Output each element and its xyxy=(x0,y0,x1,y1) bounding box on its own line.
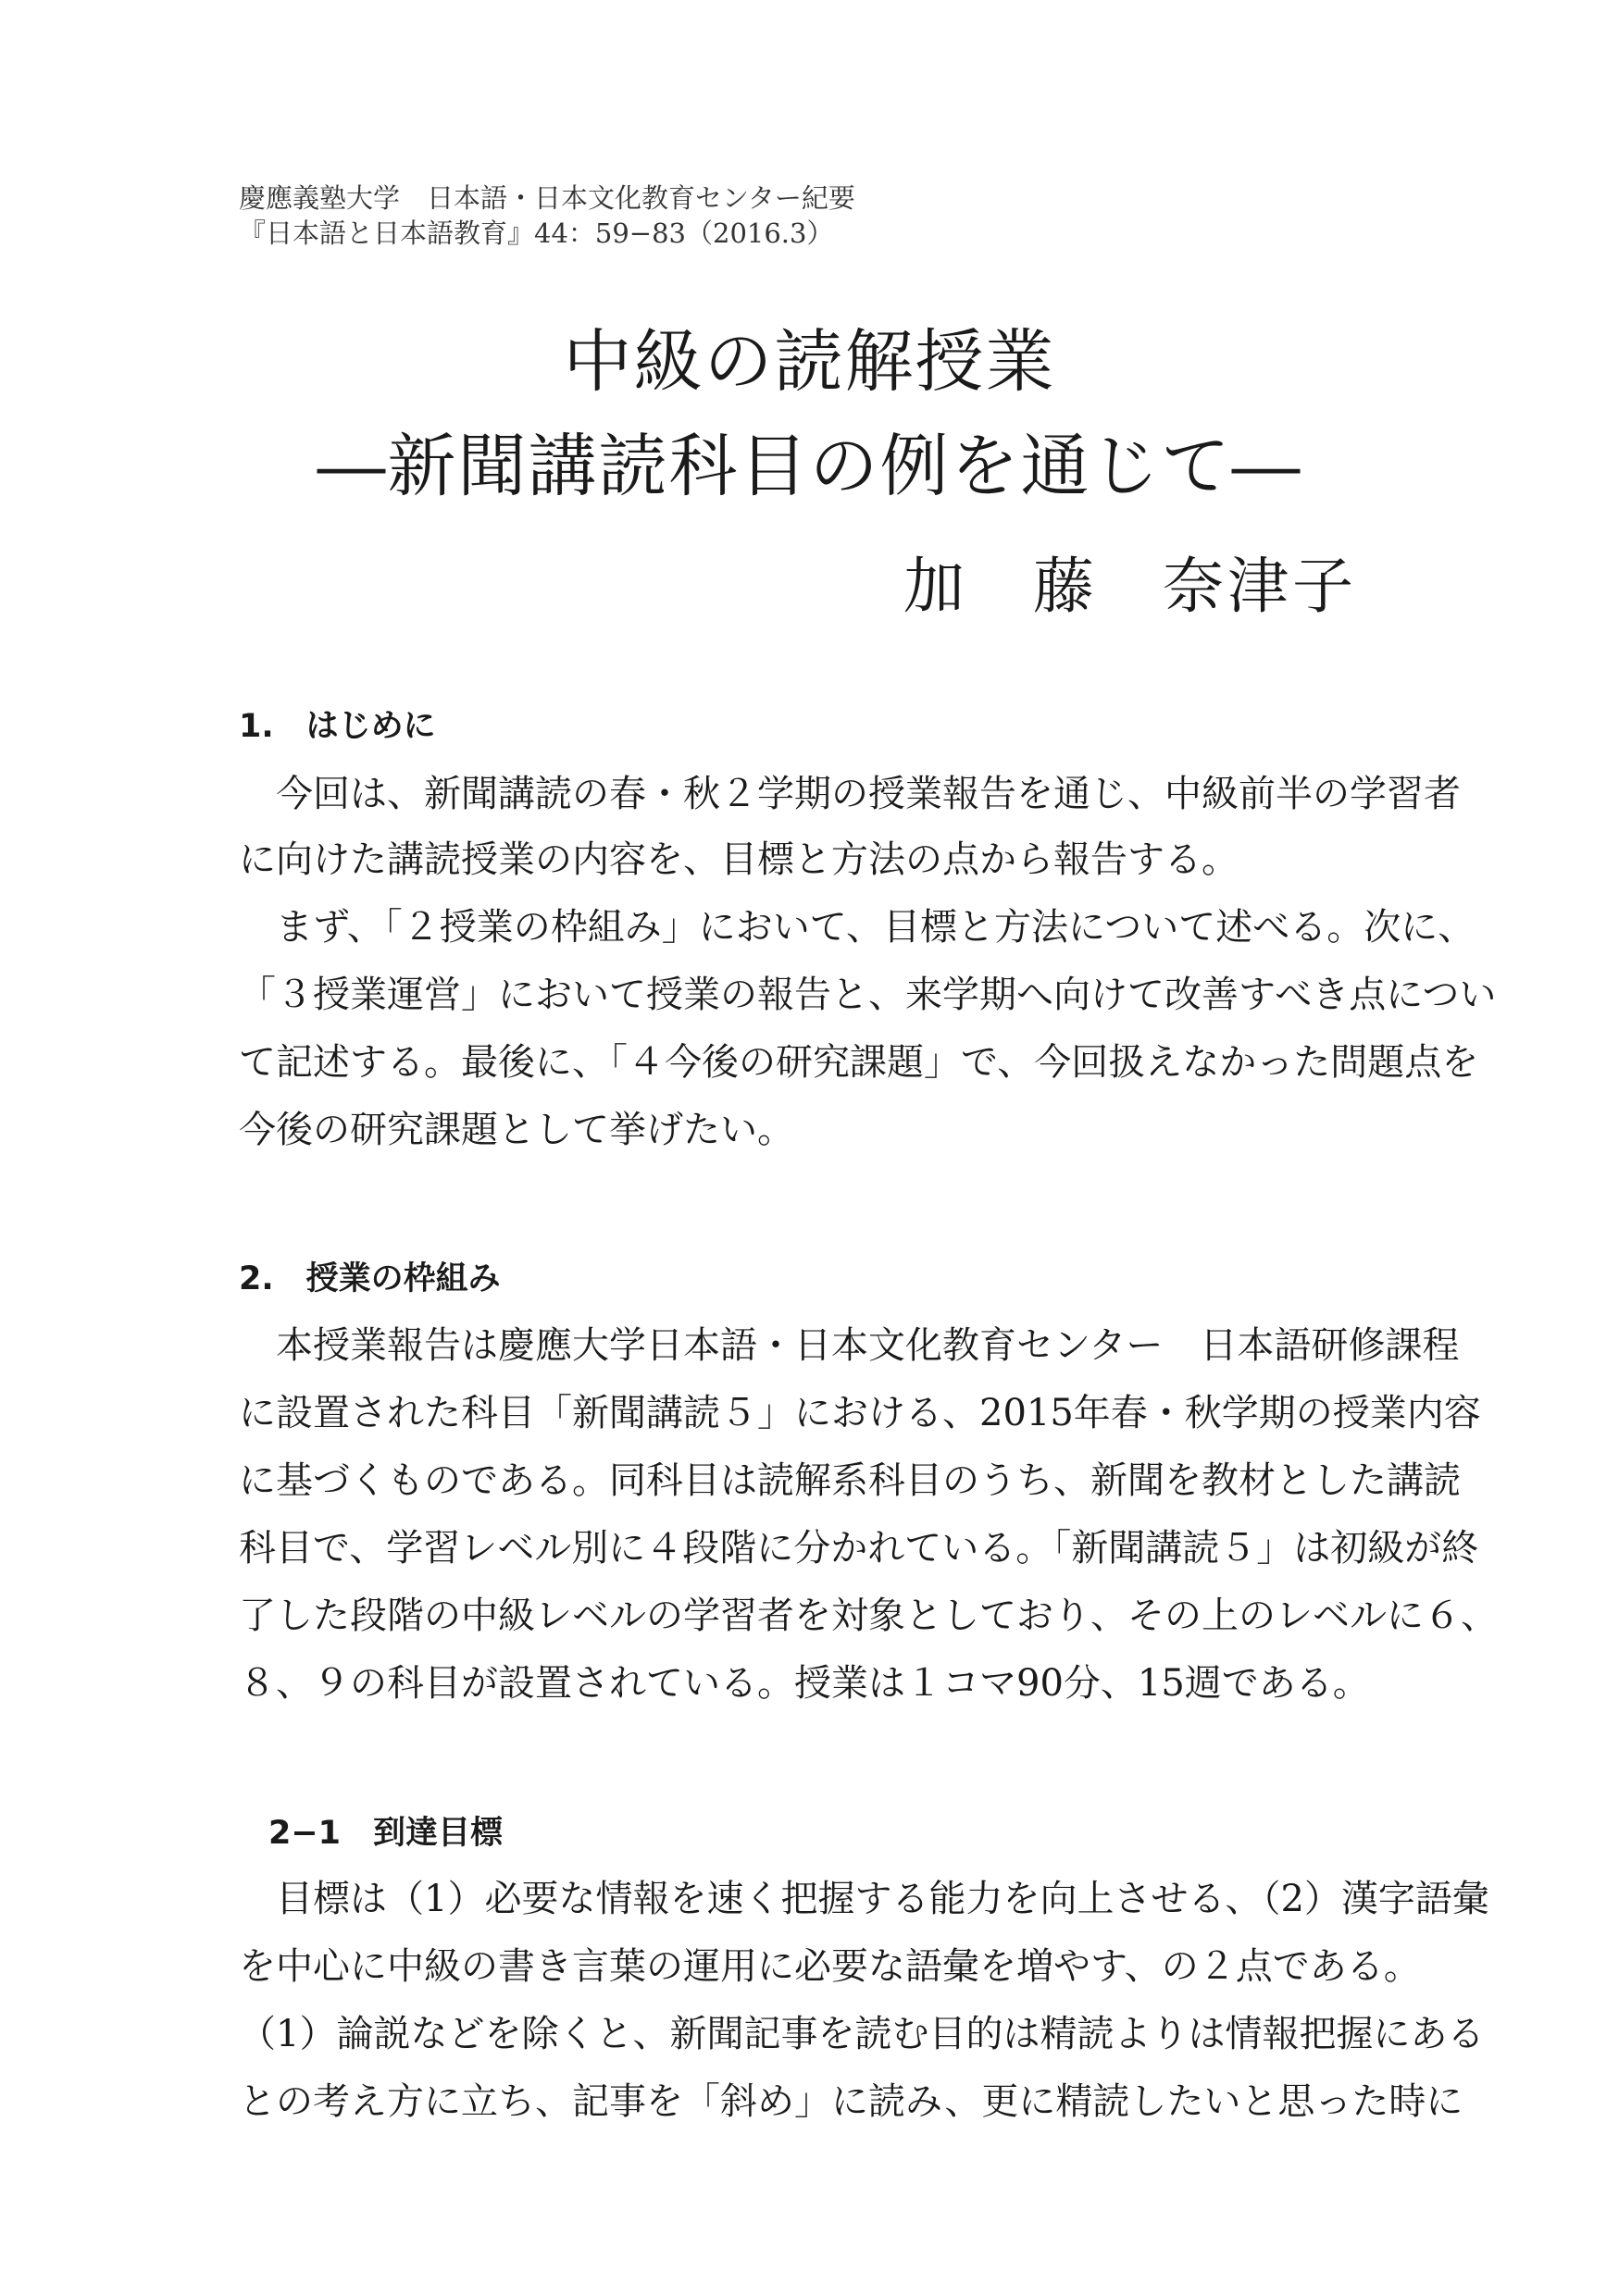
body-line: に設置された科目「新聞講読５」における、2015年春・秋学期の授業内容 xyxy=(239,1392,1481,1434)
body-line: に向けた講読授業の内容を、目標と方法の点から報告する。 xyxy=(239,838,1239,881)
subsection-heading-goals: 2−1 到達目標 xyxy=(268,1815,504,1852)
journal-header-line-1: 慶應義塾大学 日本語・日本文化教育センター紀要 xyxy=(239,182,855,214)
body-line: に基づくものである。同科目は読解系科目のうち、新聞を教材とした講読 xyxy=(239,1459,1461,1502)
body-line: 本授業報告は慶應大学日本語・日本文化教育センター 日本語研修課程 xyxy=(239,1324,1460,1367)
author-name: 加 藤 奈津子 xyxy=(903,551,1357,622)
body-line: て記述する。最後に、「４今後の研究課題」で、今回扱えなかった問題点を xyxy=(239,1041,1479,1084)
body-line: ８、９の科目が設置されている。授業は１コマ90分、15週である。 xyxy=(239,1662,1370,1705)
section-heading-introduction: 1. はじめに xyxy=(239,708,436,745)
body-line: まず、「２授業の枠組み」において、目標と方法について述べる。次に、 xyxy=(239,906,1476,949)
body-line: との考え方に立ち、記事を「斜め」に読み、更に精読したいと思った時に xyxy=(239,2080,1463,2123)
body-line: を中心に中級の書き言葉の運用に必要な語彙を増やす、の２点である。 xyxy=(239,1945,1421,1988)
section-heading-framework: 2. 授業の枠組み xyxy=(239,1260,501,1297)
body-line: （1）論説などを除くと、新聞記事を読む目的は精読よりは情報把握にある xyxy=(239,2013,1485,2055)
body-line: 今後の研究課題として挙げたい。 xyxy=(239,1109,794,1151)
journal-header-line-2: 『日本語と日本語教育』44：59−83（2016.3） xyxy=(239,217,834,249)
body-line: 「３授業運営」において授業の報告と、来学期へ向けて改善すべき点につい xyxy=(239,974,1497,1016)
body-line: 今回は、新聞講読の春・秋２学期の授業報告を通じ、中級前半の学習者 xyxy=(239,773,1461,815)
body-line: 了した段階の中級レベルの学習者を対象としており、その上のレベルに６、 xyxy=(239,1595,1498,1637)
paper-subtitle: ―新聞講読科目の例を通じて― xyxy=(317,427,1302,506)
body-line: 目標は（1）必要な情報を速く把握する能力を向上させる、（2）漢字語彙 xyxy=(239,1878,1489,1920)
body-line: 科目で、学習レベル別に４段階に分かれている。「新聞講読５」は初級が終 xyxy=(239,1527,1479,1570)
paper-title: 中級の読解授業 xyxy=(563,322,1056,402)
journal-header xyxy=(239,180,855,251)
